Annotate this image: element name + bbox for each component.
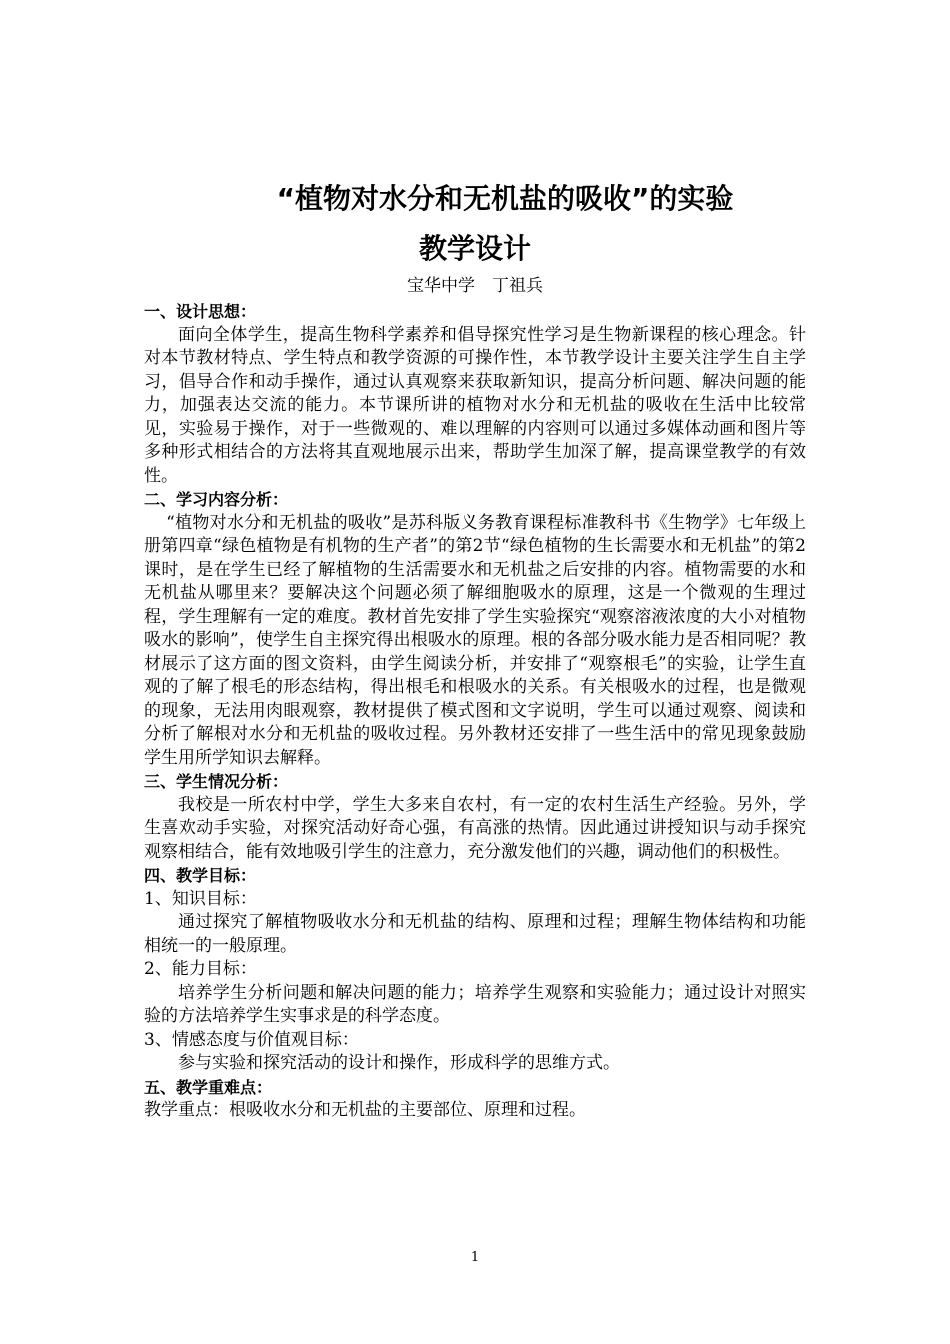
section-heading-content-analysis: 二、学习内容分析：	[144, 490, 289, 509]
section-heading-student-analysis: 三、学生情况分析：	[144, 772, 289, 791]
document-title-line2: 教学设计	[418, 232, 531, 265]
section-heading-key-points: 五、教学重难点：	[144, 1077, 273, 1097]
author-byline: 宝华中学 丁祖兵	[407, 276, 543, 296]
document-title-line1: “植物对水分和无机盐的吸收”的实验	[276, 182, 734, 215]
paragraph-content-analysis: “植物对水分和无机盐的吸收”是苏科版义务教育课程标准教科书《生物学》七年级上册第四章“绿色植物是有机物的生产者”的第2节“绿色植物的生长需要水和无机盐”的第2课时，是在学生已经了解植物的生活需要水和无机盐之后安排的内容。植物需要的水和无机盐从哪里来？要解决这个问题必须了解细胞吸水的原理，这是一个微观的生理过程，学生理解有一定的难度。教材首先安排了学生实验探究“观察溶液浓度的大小对植物吸水的影响”，使学生自主探究得出根吸水的原理。根的各部分吸水能力是否相同呢？教材展示了这方面的图文资料，由学生阅读分析，并安排了“观察根毛”的实验，让学生直观的了解了根毛的形态结构，得出根毛和根吸水的关系。有关根吸水的过程，也是微观的现象，无法用肉眼观察，教材提供了模式图和文字说明，学生可以通过观察、阅读和分析了解根对水分和无机盐的吸收过程。另外教材还安排了一些生活中的常见现象鼓励学生用所学知识去解释。	[144, 512, 806, 768]
section-heading-design-idea: 一、设计思想：	[144, 302, 257, 321]
goal-attitude-text: 参与实验和探究活动的设计和操作，形成科学的思维方式。	[178, 1053, 620, 1073]
goal-knowledge-text: 通过探究了解植物吸收水分和无机盐的结构、原理和过程；理解生物体结构和功能相统一的一般原理。	[144, 912, 806, 956]
paragraph-design-idea: 面向全体学生，提高生物科学素养和倡导探究性学习是生物新课程的核心理念。针对本节教材特点、学生特点和教学资源的可操作性，本节教学设计主要关注学生自主学习，倡导合作和动手操作，通过认真观察来获取新知识，提高分析问题、解决问题的能力，加强表达交流的能力。本节课所讲的植物对水分和无机盐的吸收在生活中比较常见，实验易于操作，对于一些微观的、难以理解的内容则可以通过多媒体动画和图片等多种形式相结合的方法将其直观地展示出来，帮助学生加深了解，提高课堂教学的有效性。	[144, 324, 806, 486]
goal-attitude-label: 3、情感态度与价值观目标：	[144, 1029, 359, 1050]
goal-knowledge-label: 1、知识目标：	[144, 888, 257, 909]
goal-ability-label: 2、能力目标：	[144, 959, 257, 979]
document-body	[144, 300, 806, 1123]
page-number: 1	[470, 1250, 480, 1265]
paragraph-student-analysis: 我校是一所农村中学，学生大多来自农村，有一定的农村生活生产经验。另外，学生喜欢动手实验，对探究活动好奇心强，有高涨的热情。因此通过讲授知识与动手探究观察相结合，能有效地吸引学生的注意力，充分激发他们的兴趣，调动他们的积极性。	[144, 794, 806, 862]
paragraph-key-points: 教学重点：根吸收水分和无机盐的主要部位、原理和过程。	[144, 1100, 586, 1120]
section-heading-teaching-goals: 四、教学目标：	[144, 866, 257, 885]
goal-ability-text: 培养学生分析问题和解决问题的能力；培养学生观察和实验能力；通过设计对照实验的方法培养学生实事求是的科学态度。	[144, 982, 806, 1026]
